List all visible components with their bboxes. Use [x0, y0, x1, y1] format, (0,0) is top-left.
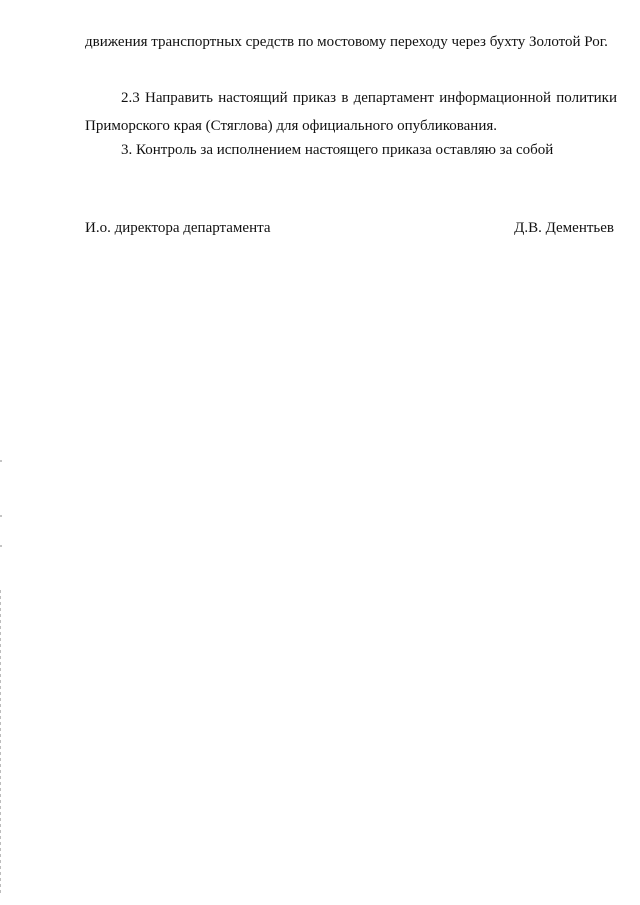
signatory-name: Д.В. Дементьев	[514, 220, 614, 236]
scan-edge-line	[0, 590, 1, 895]
scan-artifact-mark	[0, 460, 2, 462]
paragraph-continuation: движения транспортных средств по мостовому переходу через бухту Золотой Рог.	[85, 34, 608, 50]
paragraph-2-3: 2.3 Направить настоящий приказ в департамент информационной политики Приморского края (Стяглова) для официального опубликования.	[85, 90, 617, 134]
scan-artifact-mark	[0, 515, 2, 517]
paragraph-3: 3. Контроль за исполнением настоящего приказа оставляю за собой	[121, 142, 554, 158]
signatory-position: И.о. директора департамента	[85, 220, 271, 236]
scan-artifact-mark	[0, 545, 2, 547]
